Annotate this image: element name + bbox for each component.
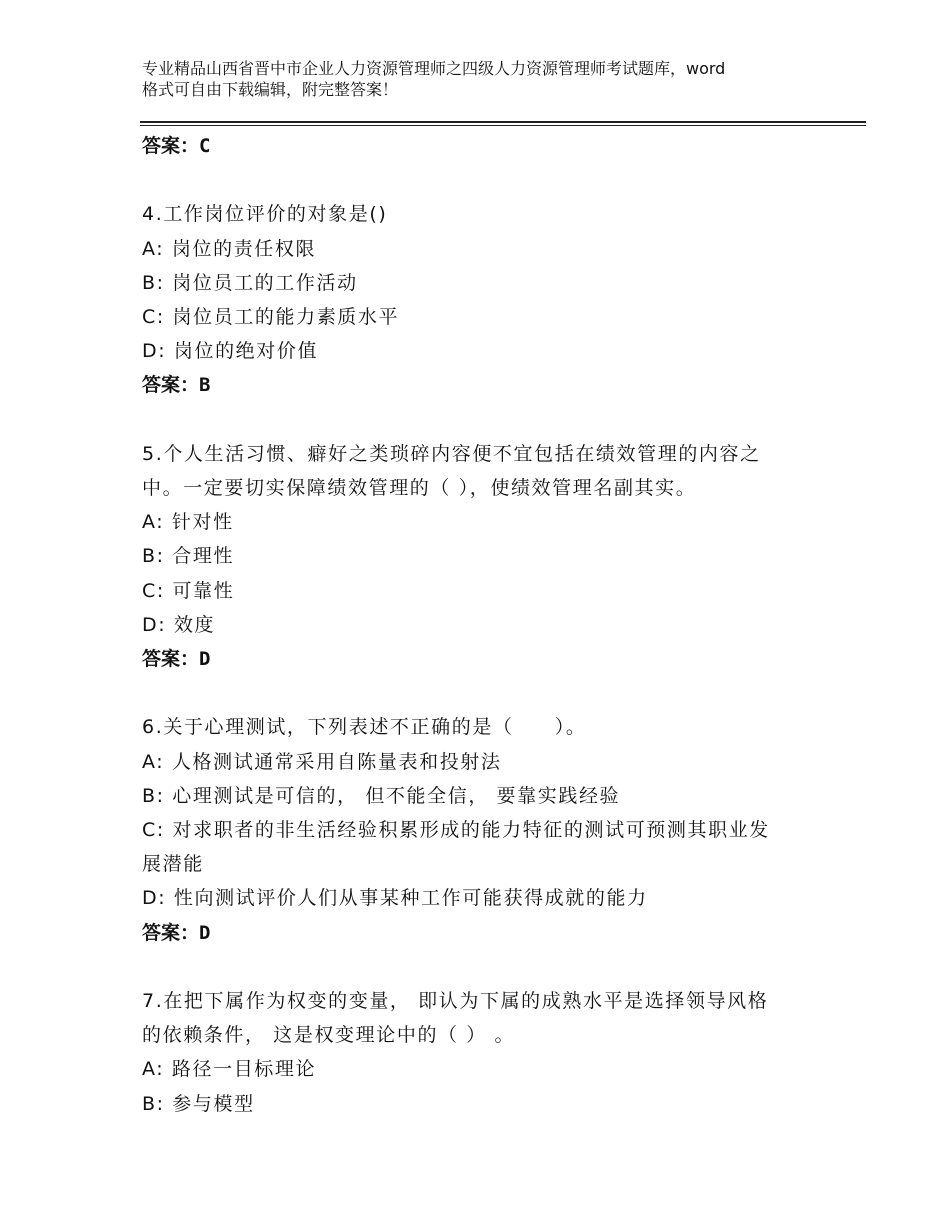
option-d: D: 性向测试评价人们从事某种工作可能获得成就的能力 [142,887,648,910]
answer-line: 答案：D [142,648,211,671]
spacer [142,950,822,984]
question-stem-cont: 中。一定要切实保障绩效管理的（ ），使绩效管理名副其实。 [142,477,697,499]
question-4 [142,197,822,402]
answer-line: 答案：C [142,135,211,157]
option-a: A: 岗位的责任权限 [142,237,317,260]
option-b: B: 参与模型 [142,1092,255,1115]
option-d: D: 效度 [142,613,216,636]
question-stem-cont: 的依赖条件， 这是权变理论中的（ ） 。 [142,1024,516,1047]
option-b: B: 合理性 [142,545,235,568]
document-header [142,58,842,100]
header-rule-thin [140,125,866,126]
option-c-cont: 展潜能 [142,853,204,876]
option-b: B: 岗位员工的工作活动 [142,271,358,294]
question-6 [142,710,822,949]
option-c: C: 可靠性 [142,579,235,602]
question-stem: 5.个人生活习惯、癖好之类琐碎内容便不宜包括在绩效管理的内容之 [142,442,761,465]
option-c: C: 对求职者的非生活经验积累形成的能力特征的测试可预测其职业发 [142,819,770,842]
spacer [142,163,822,197]
option-a: A: 人格测试通常采用自陈量表和投射法 [142,750,502,773]
question-content [142,129,822,1121]
option-a: A: 路径一目标理论 [142,1058,317,1081]
option-c: C: 岗位员工的能力素质水平 [142,306,400,328]
answer-line: 答案：D [142,921,211,944]
answer-line: 答案：B [142,374,211,397]
question-7 [142,984,822,1121]
option-a: A: 针对性 [142,511,234,534]
spacer [142,676,822,710]
header-line-1: 专业精品山西省晋中市企业人力资源管理师之四级人力资源管理师考试题库，word [142,59,726,78]
question-stem: 6.关于心理测试，下列表述不正确的是（ ）。 [142,716,587,739]
spacer [142,403,822,437]
header-line-2: 格式可自由下载编辑，附完整答案！ [142,80,399,99]
question-stem: 4.工作岗位评价的对象是() [142,203,388,226]
header-rule-thick [140,121,866,123]
question-5 [142,437,822,676]
option-b: B: 心理测试是可信的， 但不能全信， 要靠实践经验 [142,784,621,807]
question-stem: 7.在把下属作为权变的变量， 即认为下属的成熟水平是选择领导风格 [142,990,769,1013]
option-d: D: 岗位的绝对价值 [142,340,319,363]
